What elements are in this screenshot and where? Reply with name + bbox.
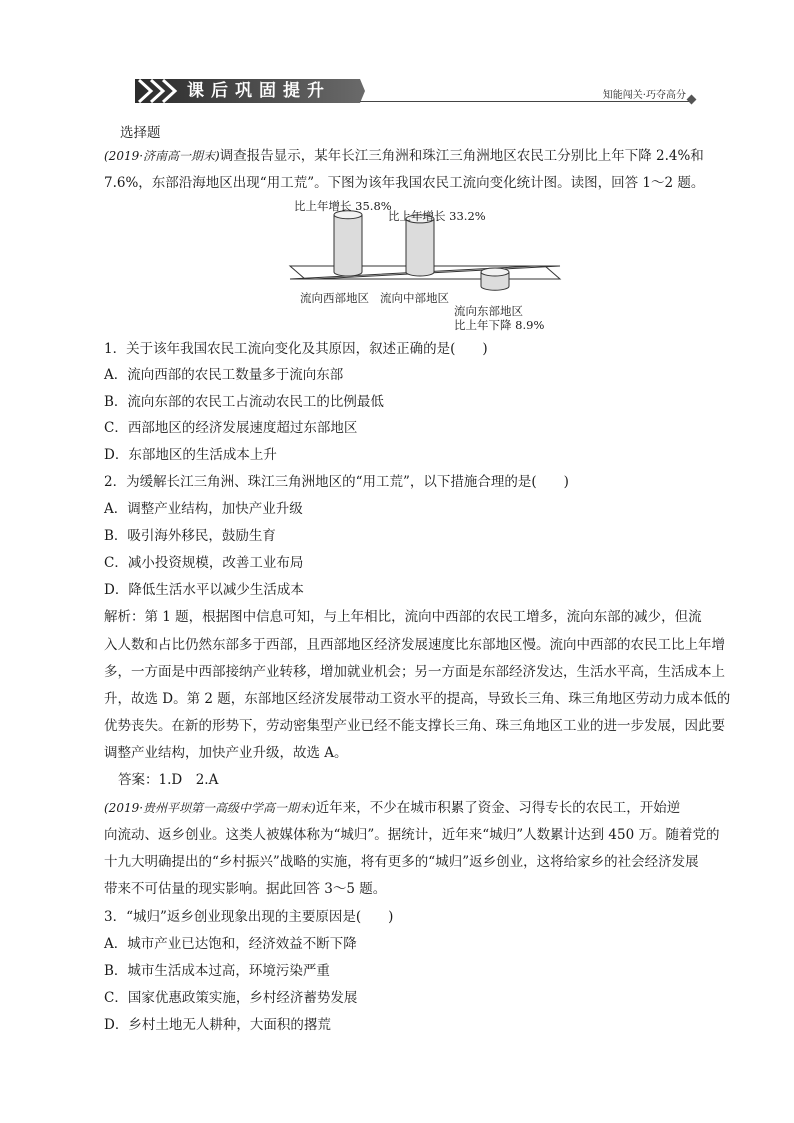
q1-option-a: A．流向西部的农民工数量多于流向东部 <box>104 367 344 383</box>
chart-annotation-1: 比上年增长 35.8% <box>294 199 392 213</box>
q1-option-c: C．西部地区的经济发展速度超过东部地区 <box>104 420 358 436</box>
q2-option-c: C．减小投资规模，改善工业布局 <box>104 555 304 571</box>
q3-stem: 3．“城归”返乡创业现象出现的主要原因是( ) <box>104 909 394 925</box>
analysis-line-3: 多，一方面是中西部接纳产业转移，增加就业机会；另一方面是东部经济发达，生活水平高，生活成本上 <box>104 664 725 680</box>
q2-option-a: A．调整产业结构，加快产业升级 <box>104 501 303 517</box>
chart-category-3: 流向东部地区 <box>454 304 523 318</box>
chart-annotation-3: 比上年下降 8.9% <box>454 318 545 332</box>
q1-option-b: B．流向东部的农民工占流动农民工的比例最低 <box>104 394 384 410</box>
passage1-line1 <box>104 143 704 170</box>
analysis-line-2: 入人数和占比仍然东部多于西部，且西部地区经济发展速度比东部地区慢。流向中西部的农民工比上年增 <box>104 637 725 653</box>
q1-stem: 1．关于该年我国农民工流向变化及其原因，叙述正确的是( ) <box>104 341 488 357</box>
chart-bar-3 <box>481 268 509 290</box>
q2-stem: 2．为缓解长江三角洲、珠江三角洲地区的“用工荒”，以下措施合理的是( ) <box>104 474 569 490</box>
passage1-line2: 7.6%，东部沿海地区出现“用工荒”。下图为该年我国农民工流向变化统计图。读图，回答 1～2 题。 <box>104 175 705 191</box>
chevron-arrows-icon <box>135 76 195 106</box>
chart-category-1: 流向西部地区 <box>300 291 369 305</box>
passage2-source: (2019·贵州平坝第一高级中学高一期末) <box>104 801 316 815</box>
q3-option-c: C．国家优惠政策实施，乡村经济蓄势发展 <box>104 990 358 1006</box>
analysis-line-6: 调整产业结构，加快产业升级，故选 A。 <box>104 745 348 761</box>
passage2-line3: 十九大明确提出的“乡村振兴”战略的实施，将有更多的“城归”返乡创业，这将给家乡的社会经济发展 <box>104 854 699 870</box>
banner-title: 课后巩固提升 <box>187 81 331 101</box>
passage2-line2: 向流动、返乡创业。这类人被媒体称为“城归”。据统计，近年来“城归”人数累计达到 450 万。随着党的 <box>104 827 720 843</box>
passage2-text-line1: 近年来，不少在城市积累了资金、习得专长的农民工，开始逆 <box>315 800 681 816</box>
chart-annotation-2: 比上年增长 33.2% <box>388 209 486 223</box>
q1-option-d: D．东部地区的生活成本上升 <box>104 447 277 463</box>
answer-line: 答案：1.D 2.A <box>118 772 219 788</box>
chart-bar-1 <box>334 211 362 276</box>
q3-option-d: D．乡村土地无人耕种，大面积的撂荒 <box>104 1017 331 1033</box>
passage1-text-line1: 调查报告显示，某年长江三角洲和珠江三角洲地区农民工分别比上年下降 2.4%和 <box>219 148 704 164</box>
analysis-line-5: 优势丧失。在新的形势下，劳动密集型产业已经不能支撑长三角、珠三角地区工业的进一步发展，因此要 <box>104 718 725 734</box>
passage2-line1 <box>104 795 680 822</box>
header-rule <box>360 101 692 102</box>
chart-category-2: 流向中部地区 <box>380 291 449 305</box>
passage2-line4: 带来不可估量的现实影响。据此回答 3～5 题。 <box>104 881 387 897</box>
analysis-line-1: 解析：第 1 题，根据图中信息可知，与上年相比，流向中西部的农民工增多，流向东部的减少，但流 <box>104 609 702 625</box>
section-title: 选择题 <box>120 125 161 141</box>
diamond-icon <box>687 95 697 105</box>
q3-option-b: B．城市生活成本过高，环境污染严重 <box>104 963 330 979</box>
header-tagline: 知能闯关·巧夺高分 <box>602 90 686 101</box>
q2-option-b: B．吸引海外移民，鼓励生育 <box>104 528 276 544</box>
analysis-line-4: 升，故选 D。第 2 题，东部地区经济发展带动工资水平的提高，导致长三角、珠三角地区劳动力成本低的 <box>104 691 731 707</box>
q2-option-d: D．降低生活水平以减少生活成本 <box>104 582 304 598</box>
q3-option-a: A．城市产业已达饱和，经济效益不断下降 <box>104 936 357 952</box>
section-banner <box>135 76 365 106</box>
passage1-source: (2019·济南高一期末) <box>104 149 220 163</box>
chart-bar-2 <box>406 215 434 276</box>
